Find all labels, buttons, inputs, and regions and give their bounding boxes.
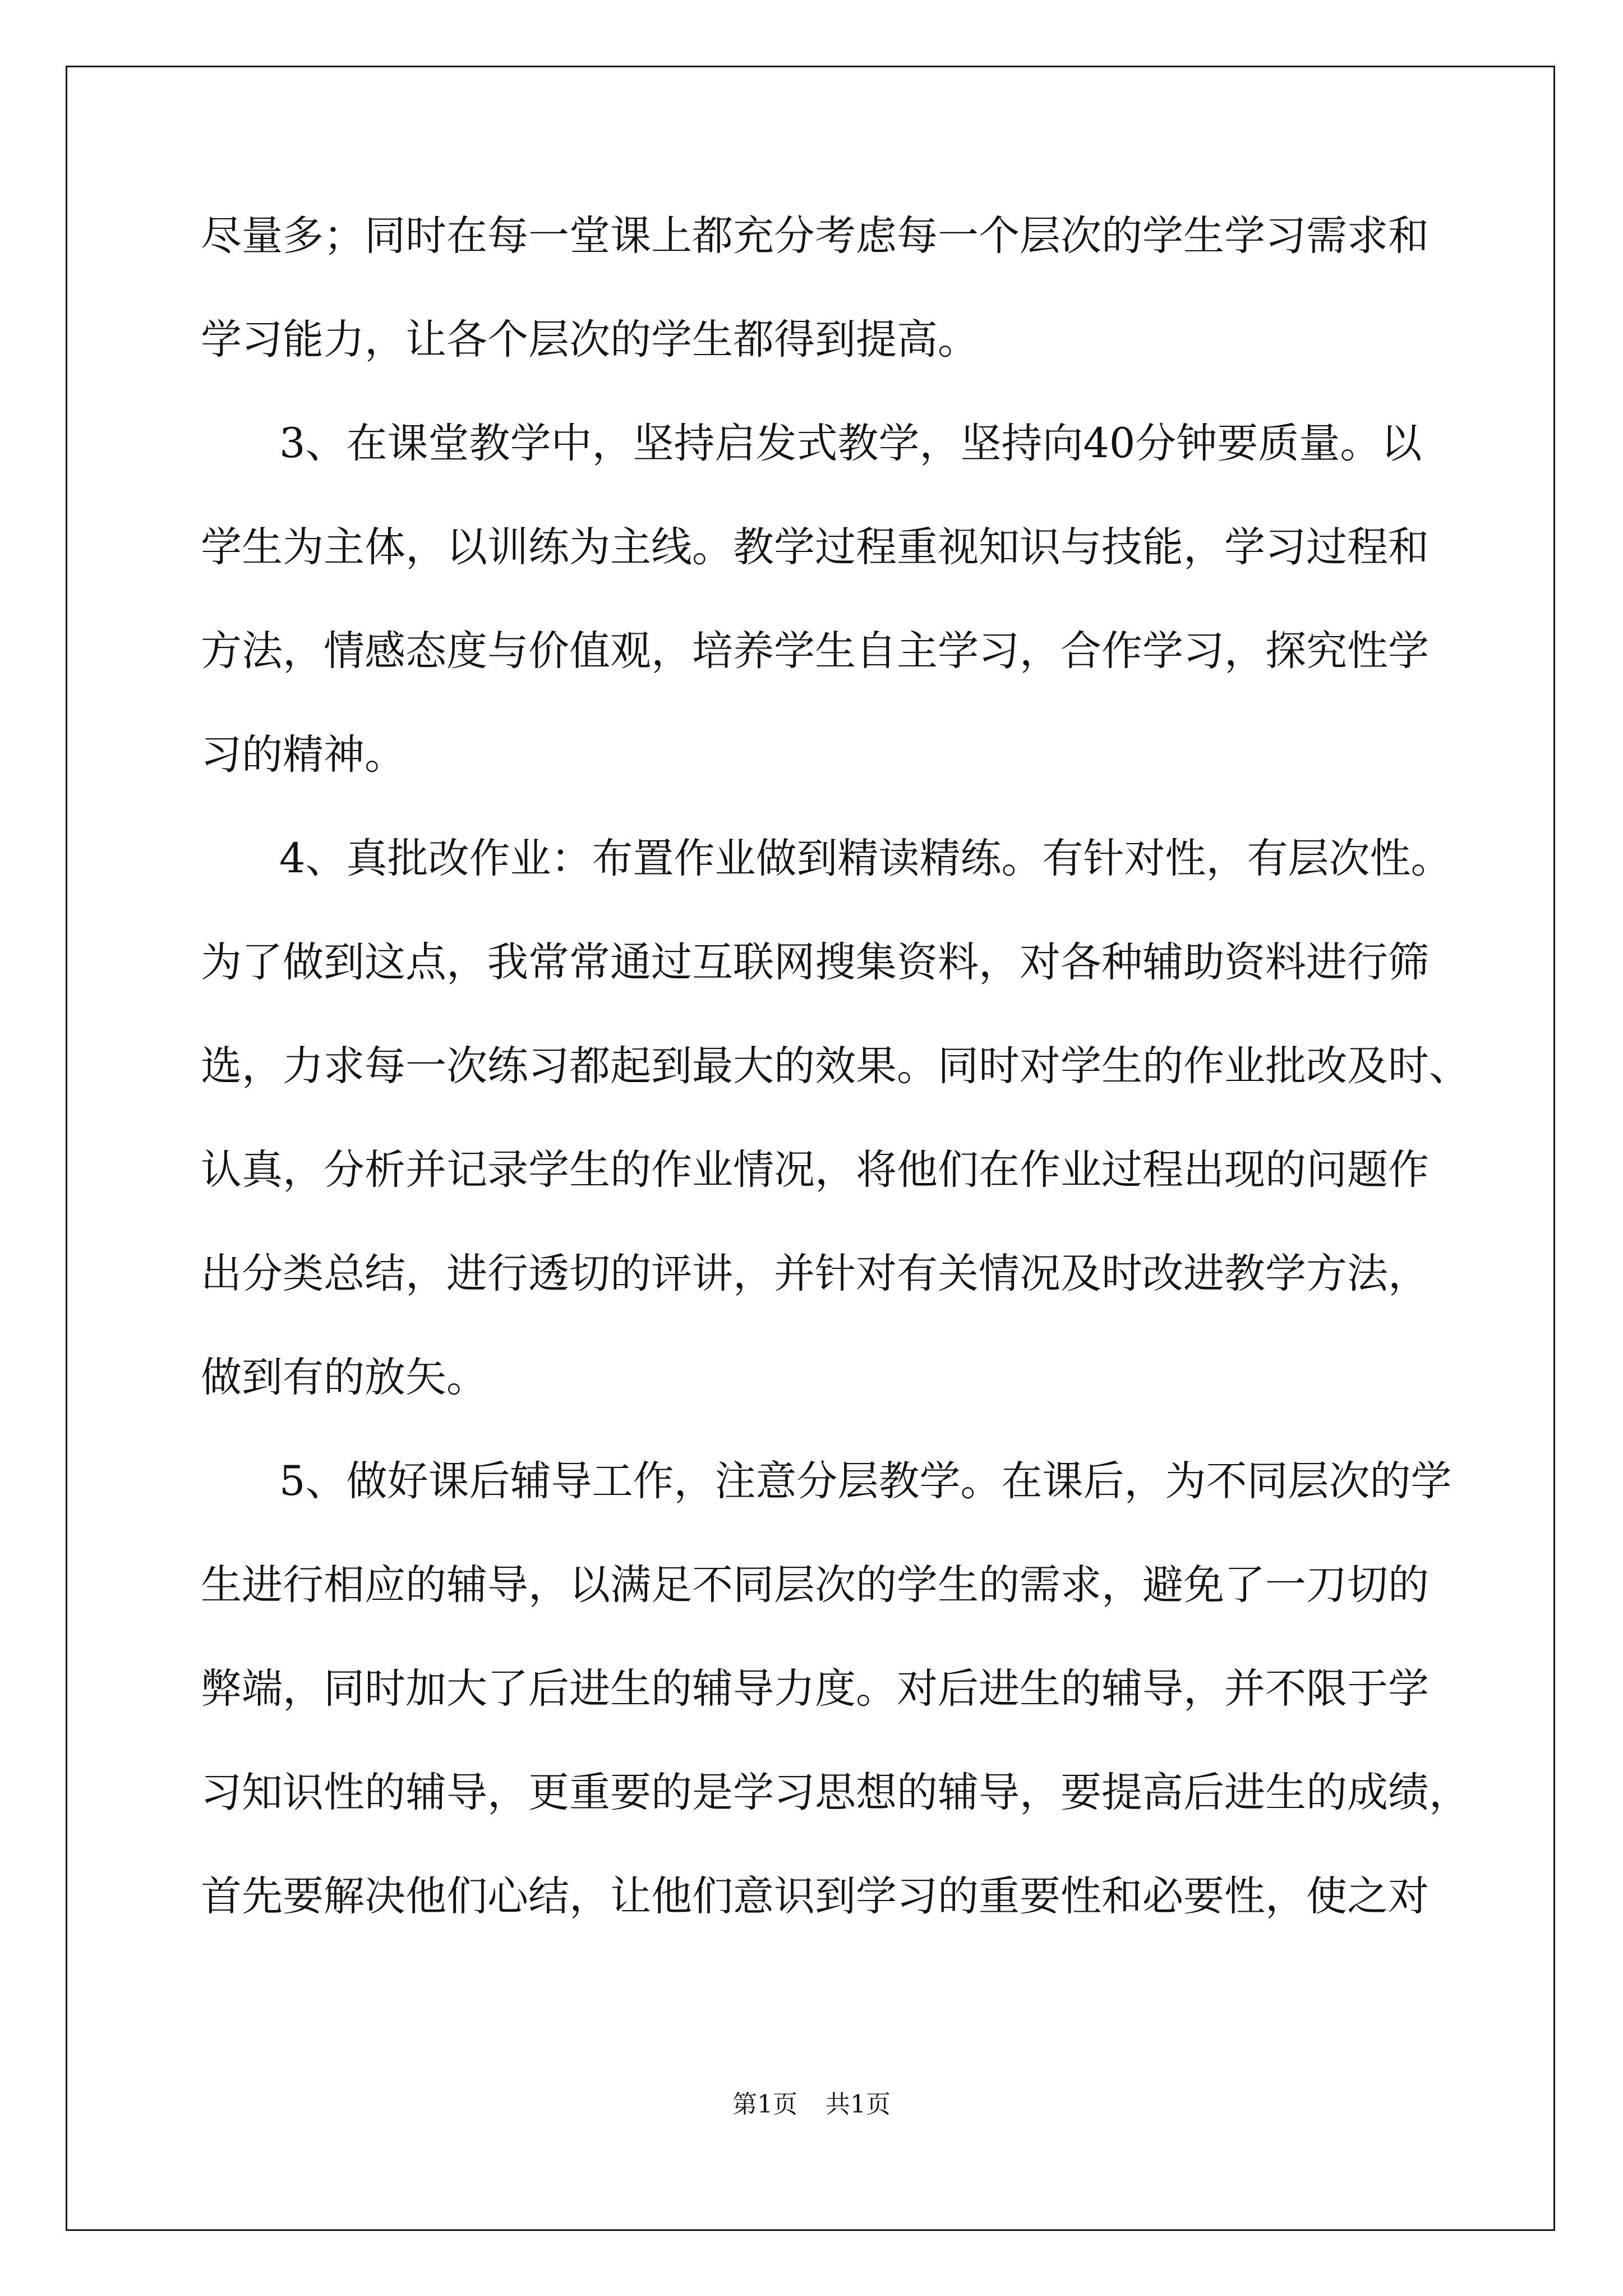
text-line: 习的精神。 (201, 731, 405, 779)
paragraph-start-line: 5、做好课后辅导工作，注意分层教学。在课后，为不同层次的学 (279, 1457, 1452, 1505)
page-number-current: 第1页 (732, 2090, 797, 2119)
paragraph-start-line: 4、真批改作业：布置作业做到精读精练。有针对性，有层次性。 (279, 835, 1452, 882)
text-line: 习知识性的辅导，更重要的是学习思想的辅导，要提高后进生的成绩， (201, 1769, 1470, 1816)
text-line: 认真，分析并记录学生的作业情况，将他们在作业过程出现的问题作 (201, 1146, 1429, 1194)
text-line: 出分类总结，进行透切的评讲，并针对有关情况及时改进教学方法， (201, 1250, 1429, 1297)
text-line: 为了做到这点，我常常通过互联网搜集资料，对各种辅助资料进行筛 (201, 938, 1429, 986)
text-line: 生进行相应的辅导，以满足不同层次的学生的需求，避免了一刀切的 (201, 1561, 1429, 1609)
text-line: 学生为主体，以训练为主线。教学过程重视知识与技能，学习过程和 (201, 523, 1429, 571)
page-number-total: 共1页 (826, 2090, 891, 2119)
page-footer (0, 2089, 1623, 2120)
document-body (201, 210, 1470, 1975)
text-line: 尽量多；同时在每一堂课上都充分考虑每一个层次的学生学习需求和 (201, 212, 1429, 260)
paragraph-start-line: 3、在课堂教学中，坚持启发式教学，坚持向40分钟要质量。以 (279, 420, 1422, 467)
text-line: 学习能力，让各个层次的学生都得到提高。 (201, 316, 979, 364)
text-line: 做到有的放矢。 (201, 1354, 487, 1401)
text-line: 首先要解决他们心结，让他们意识到学习的重要性和必要性，使之对 (201, 1872, 1429, 1920)
text-line: 方法，情感态度与价值观，培养学生自主学习，合作学习，探究性学 (201, 627, 1429, 675)
text-line: 选，力求每一次练习都起到最大的效果。同时对学生的作业批改及时、 (201, 1042, 1470, 1090)
text-line: 弊端，同时加大了后进生的辅导力度。对后进生的辅导，并不限于学 (201, 1665, 1429, 1713)
